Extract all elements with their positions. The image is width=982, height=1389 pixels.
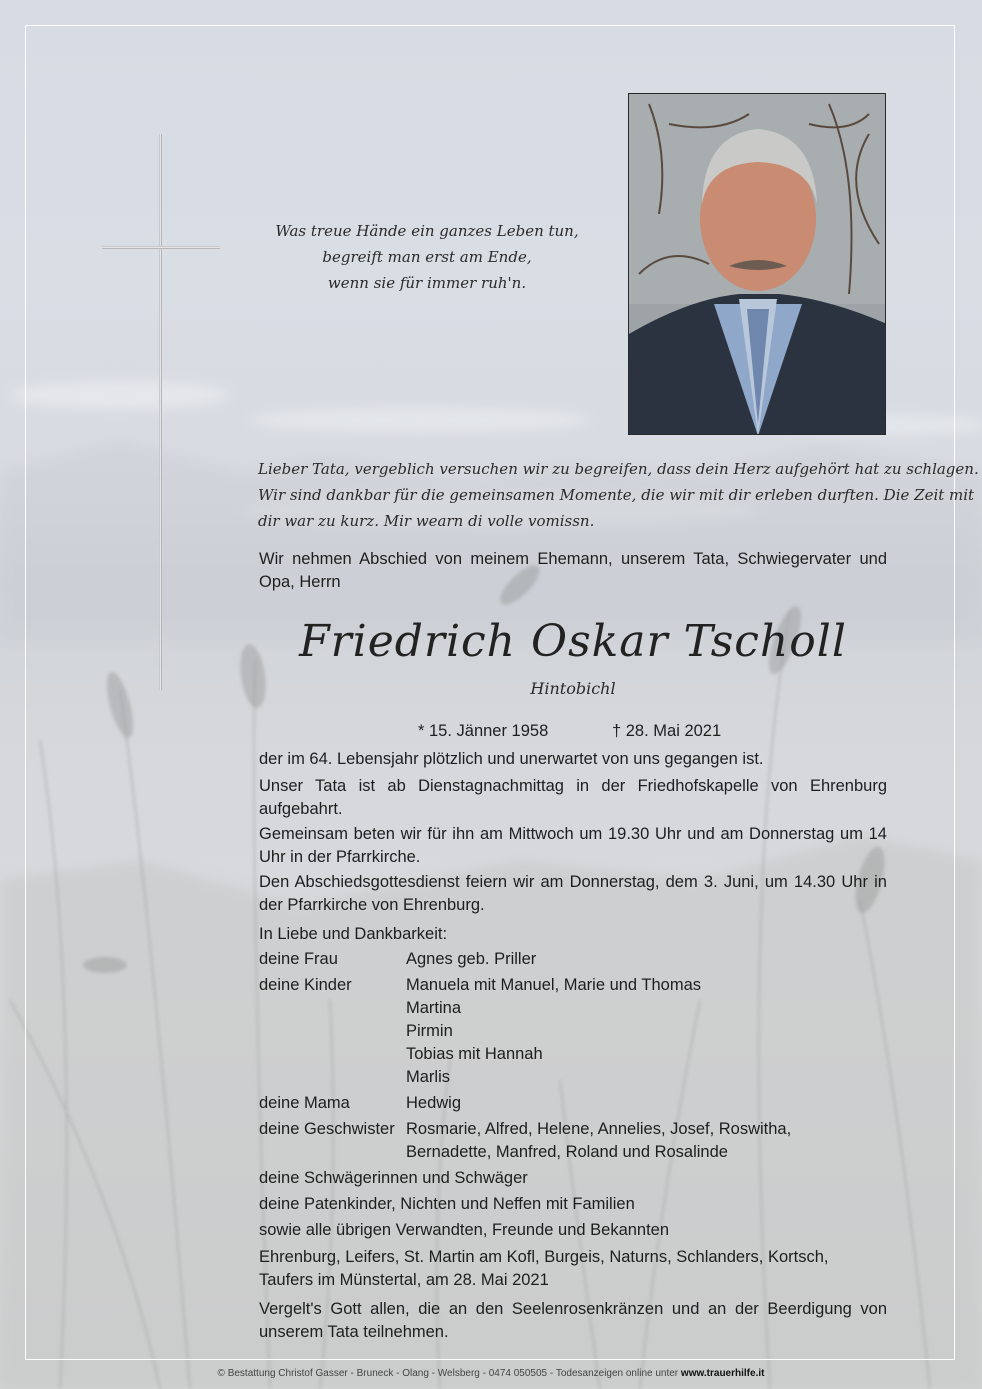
siblings-line: Rosmarie, Alfred, Helene, Annelies, Josef, Roswitha, bbox=[406, 1120, 792, 1138]
places-date-line: Taufers im Münstertal, am 28. Mai 2021 bbox=[259, 1271, 549, 1289]
intro-text: Wir nehmen Abschied von meinem Ehemann, unserem Tata, Schwiegervater und Opa, Herrn bbox=[259, 550, 887, 591]
birth-date: * 15. Jänner 1958 bbox=[418, 722, 549, 740]
footer-link[interactable]: www.trauerhilfe.it bbox=[680, 1368, 765, 1379]
motto-quote bbox=[268, 218, 586, 296]
footer bbox=[0, 1368, 982, 1379]
siblings-label: deine Geschwister bbox=[259, 1120, 395, 1138]
child-entry: Marlis bbox=[406, 1068, 450, 1086]
in-love-text: In Liebe und Dankbarkeit: bbox=[259, 925, 448, 943]
laid-out-text: Unser Tata ist ab Dienstagnachmittag in der Friedhofskapelle von Ehrenburg aufgebahrt. bbox=[259, 777, 887, 818]
child-entry: Manuela mit Manuel, Marie und Thomas bbox=[406, 976, 702, 994]
wife-name: Agnes geb. Priller bbox=[406, 950, 537, 968]
cross-icon-bar bbox=[102, 246, 220, 249]
death-date: † 28. Mai 2021 bbox=[612, 722, 722, 740]
motto-line: begreift man erst am Ende, bbox=[322, 248, 532, 266]
footer-text: © Bestattung Christof Gasser - Bruneck - Olang - Welsberg - 0474 050505 - Todesanzeigen online unter bbox=[217, 1368, 679, 1379]
funeral-text: Den Abschiedsgottesdienst feiern wir am Donnerstag, dem 3. Juni, um 14.30 Uhr in der Pfarrkirche von Ehrenburg. bbox=[259, 873, 887, 914]
children-label: deine Kinder bbox=[259, 976, 352, 994]
godchildren-text: deine Patenkinder, Nichten und Neffen mit Familien bbox=[259, 1195, 635, 1213]
places-line: Ehrenburg, Leifers, St. Martin am Kofl, Burgeis, Naturns, Schlanders, Kortsch, bbox=[259, 1248, 829, 1266]
deceased-name: Friedrich Oskar Tscholl bbox=[299, 616, 847, 667]
mother-label: deine Mama bbox=[259, 1094, 350, 1112]
personal-message-line: Wir sind dankbar für die gemeinsamen Momente, die wir mit dir erleben durften. Die Zeit mit bbox=[258, 486, 975, 504]
personal-message bbox=[258, 456, 979, 534]
prayer-text: Gemeinsam beten wir für ihn am Mittwoch um 19.30 Uhr und am Donnerstag um 14 Uhr in der Pfarrkirche. bbox=[259, 825, 887, 866]
child-entry: Martina bbox=[406, 999, 462, 1017]
siblings-line: Bernadette, Manfred, Roland und Rosalinde bbox=[406, 1143, 728, 1161]
deceased-nickname: Hintobichl bbox=[530, 679, 616, 698]
age-text: der im 64. Lebensjahr plötzlich und unerwartet von uns gegangen ist. bbox=[259, 750, 764, 768]
child-entry: Tobias mit Hannah bbox=[406, 1045, 543, 1063]
cross-icon bbox=[159, 134, 162, 690]
wife-label: deine Frau bbox=[259, 950, 338, 968]
relatives-text: sowie alle übrigen Verwandten, Freunde und Bekannten bbox=[259, 1221, 670, 1239]
mother-name: Hedwig bbox=[406, 1094, 462, 1112]
portrait-photo bbox=[628, 93, 886, 435]
personal-message-line: Lieber Tata, vergeblich versuchen wir zu begreifen, dass dein Herz aufgehört hat zu schlagen. bbox=[258, 460, 979, 478]
motto-line: wenn sie für immer ruh'n. bbox=[327, 274, 527, 292]
personal-message-line: dir war zu kurz. Mir wearn di volle vomissn. bbox=[258, 512, 595, 530]
child-entry: Pirmin bbox=[406, 1022, 453, 1040]
thanks-text: Vergelt's Gott allen, die an den Seelenrosenkränzen und an der Beerdigung von unserem Tata teilnehmen. bbox=[259, 1300, 887, 1341]
motto-line: Was treue Hände ein ganzes Leben tun, bbox=[275, 222, 579, 240]
in-laws-text: deine Schwägerinnen und Schwäger bbox=[259, 1169, 528, 1187]
